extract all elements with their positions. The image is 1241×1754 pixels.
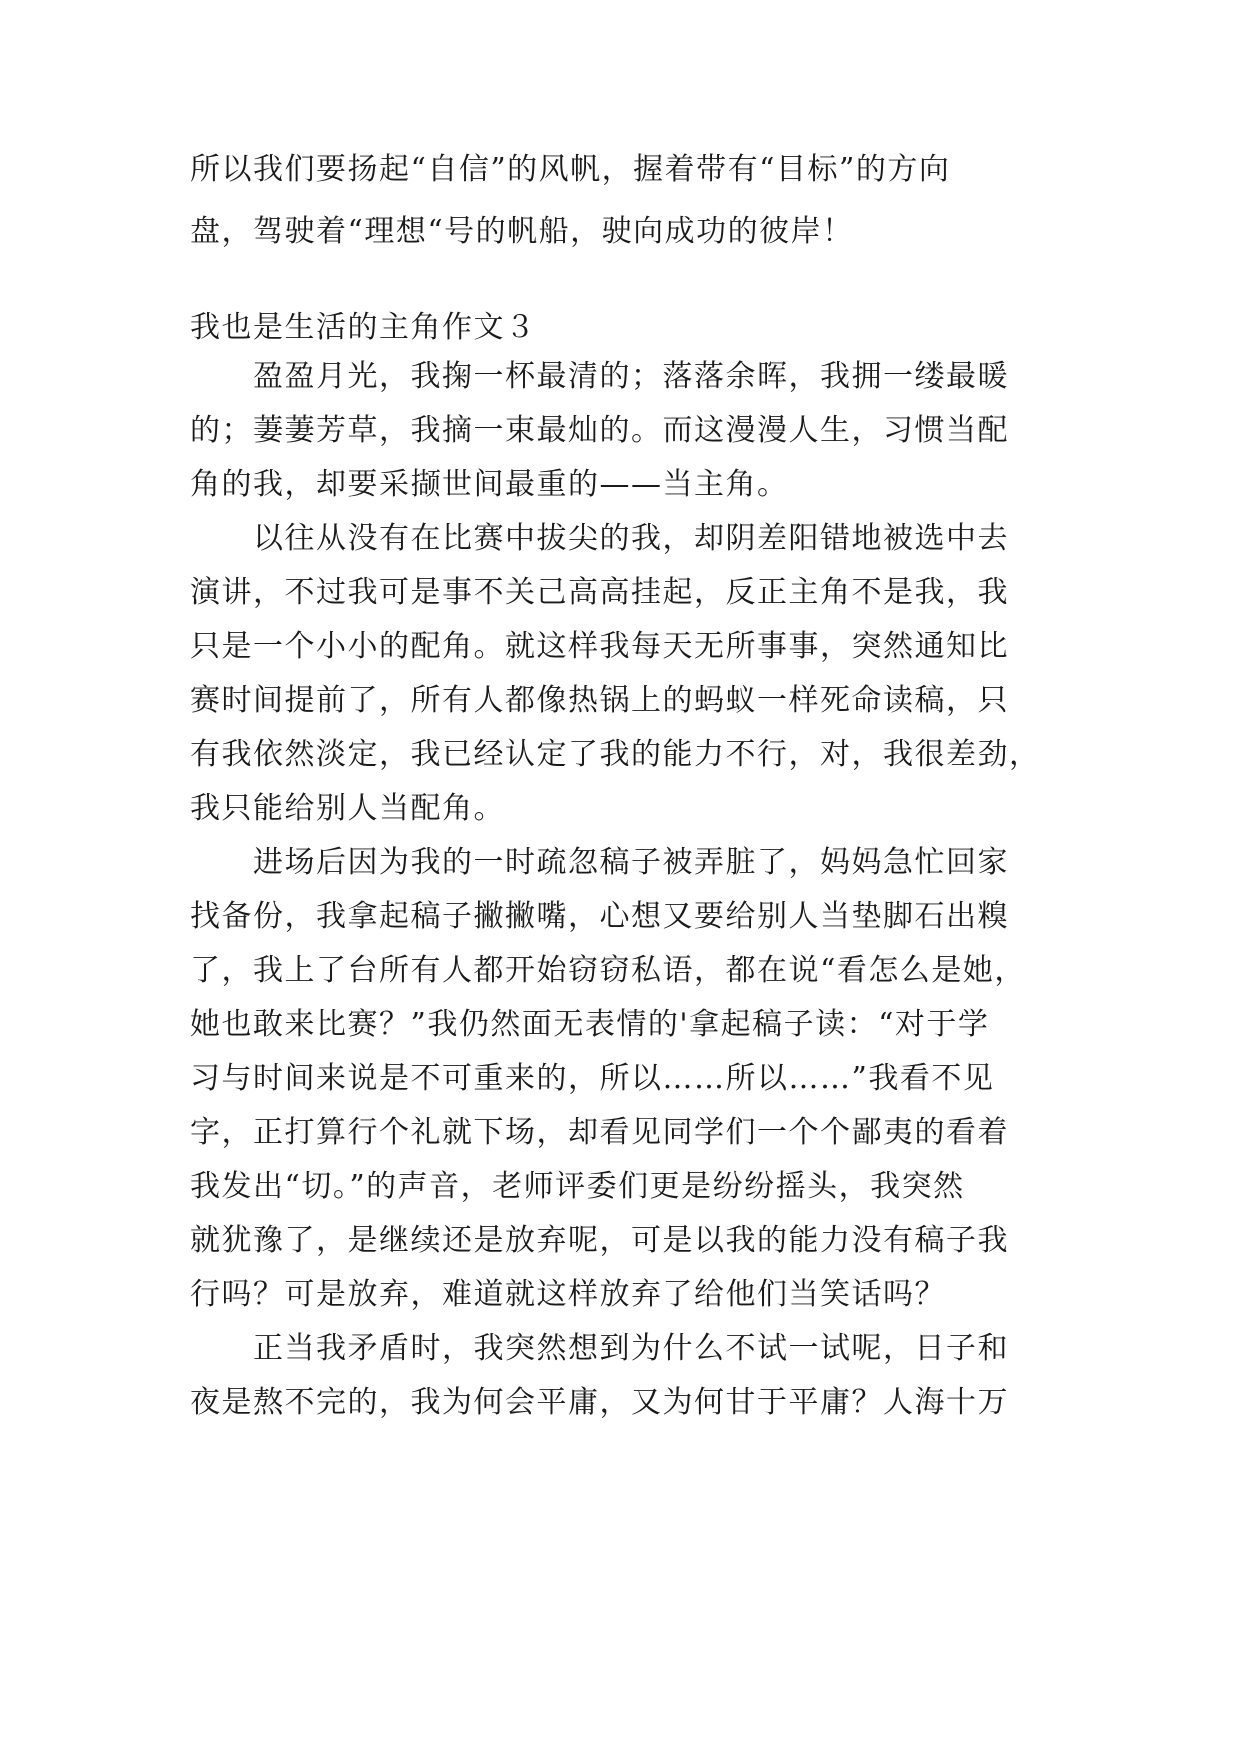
text-line: 正当我矛盾时，我突然想到为什么不试一试呢，日子和 xyxy=(253,1331,1009,1366)
text-line: 只是一个小小的配角。就这样我每天无所事事，突然通知比 xyxy=(190,629,1009,664)
text-line: 行吗？可是放弃，难道就这样放弃了给他们当笑话吗？ xyxy=(190,1277,946,1312)
text-line: 角的我，却要采撷世间最重的——当主角。 xyxy=(190,467,789,502)
text-line: 赛时间提前了，所有人都像热锅上的蚂蚁一样死命读稿，只 xyxy=(190,683,1009,718)
text-line: 演讲，不过我可是事不关己高高挂起，反正主角不是我，我 xyxy=(190,575,1009,610)
text-line: 习与时间来说是不可重来的，所以……所以……”我看不见 xyxy=(190,1061,995,1096)
text-line: 夜是熬不完的，我为何会平庸，又为何甘于平庸？人海十万 xyxy=(190,1385,1009,1420)
text-line: 字，正打算行个礼就下场，却看见同学们一个个鄙夷的看着 xyxy=(190,1115,1009,1150)
text-line: 的；萋萋芳草，我摘一束最灿的。而这漫漫人生，习惯当配 xyxy=(190,413,1009,448)
text-line: 盈盈月光，我掬一杯最清的；落落余晖，我拥一缕最暖 xyxy=(253,359,1009,394)
text-line: 了，我上了台所有人都开始窃窃私语，都在说“看怎么是她， xyxy=(190,953,1026,988)
text-line: 有我依然淡定，我已经认定了我的能力不行，对，我很差劲， xyxy=(190,737,1041,772)
text-line: 进场后因为我的一时疏忽稿子被弄脏了，妈妈急忙回家 xyxy=(253,845,1009,880)
text-line: 所以我们要扬起“自信”的风帆，握着带有“目标”的方向 xyxy=(190,152,951,187)
text-line: 我只能给别人当配角。 xyxy=(190,791,505,826)
section-title: 我也是生活的主角作文３ xyxy=(190,310,537,345)
text-line: 就犹豫了，是继续还是放弃呢，可是以我的能力没有稿子我 xyxy=(190,1223,1009,1258)
text-line: 盘，驾驶着“理想“号的帆船，驶向成功的彼岸！ xyxy=(190,214,854,249)
text-line: 她也敢来比赛？”我仍然面无表情的'拿起稿子读：“对于学 xyxy=(190,1007,990,1042)
text-line: 我发出“切。”的声音，老师评委们更是纷纷摇头，我突然 xyxy=(190,1169,965,1204)
text-line: 以往从没有在比赛中拔尖的我，却阴差阳错地被选中去 xyxy=(253,521,1009,556)
text-line: 找备份，我拿起稿子撇撇嘴，心想又要给别人当垫脚石出糗 xyxy=(190,899,1009,934)
